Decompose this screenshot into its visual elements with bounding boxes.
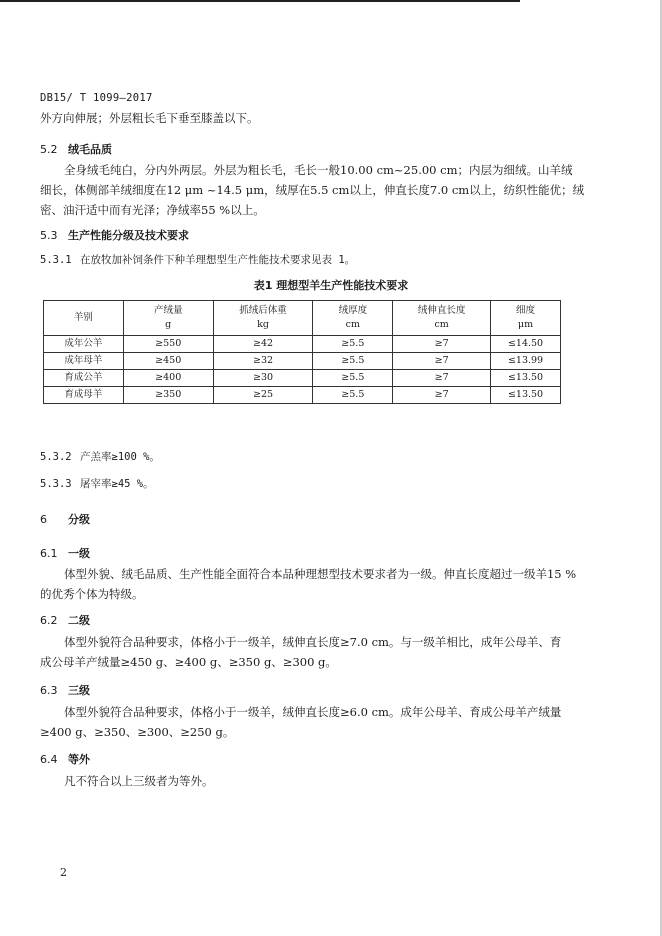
subclause-text: 在放牧加补饲条件下种羊理想型生产性能技术要求见表 1。 — [80, 254, 356, 266]
section-title: 分级 — [68, 513, 90, 526]
table-cell: ≥350 — [123, 387, 213, 404]
paragraph-6-4-line-1: 凡不符合以上三级者为等外。 — [64, 774, 214, 788]
table-cell: ≤13.50 — [491, 387, 561, 404]
table-cell: ≤14.50 — [491, 336, 561, 353]
table-cell: 育成公羊 — [44, 370, 124, 387]
section-number: 6.4 — [40, 753, 58, 766]
section-title: 绒毛品质 — [68, 143, 112, 156]
subclause-number: 5.3.3 — [40, 478, 72, 490]
paragraph-6-2-line-1: 体型外貌符合品种要求，体格小于一级羊，绒伸直长度≥7.0 cm。与一级羊相比，成年公母羊、育 — [64, 635, 562, 649]
section-title: 二级 — [68, 614, 90, 627]
section-number: 6.2 — [40, 614, 58, 627]
table-cell: ≥7 — [393, 353, 491, 370]
table-title: 表1 理想型羊生产性能技术要求 — [253, 279, 409, 292]
section-number: 6 — [40, 513, 47, 526]
subclause-number: 5.3.1 — [40, 254, 72, 266]
table-row — [44, 387, 561, 404]
paragraph-6-1-line-2: 的优秀个体为特级。 — [40, 587, 144, 601]
continuation-text: 外方向伸展；外层粗长毛下垂至膝盖以下。 — [40, 111, 259, 125]
paragraph-5-2-line-2: 细长，体侧部羊绒细度在12 μm ~14.5 μm，绒厚在5.5 cm以上，伸直长度7.0 cm以上，纺织性能优；绒 — [40, 183, 585, 197]
table-cell: ≥7 — [393, 387, 491, 404]
table-header-cell: 抓绒后体重 kg — [213, 301, 313, 336]
section-heading-6-1 — [40, 545, 90, 561]
table-cell: ≥32 — [213, 353, 313, 370]
table-cell: ≥7 — [393, 336, 491, 353]
section-heading-5-3 — [40, 227, 189, 243]
table-cell: ≤13.50 — [491, 370, 561, 387]
table-cell: ≥25 — [213, 387, 313, 404]
standard-code: DB15/ T 1099—2017 — [40, 92, 153, 104]
section-number: 5.2 — [40, 143, 58, 156]
table-cell: ≥5.5 — [313, 353, 393, 370]
subclause-text: 产羔率≥100 %。 — [80, 451, 160, 463]
paragraph-5-2-line-3: 密、油汗适中而有光泽；净绒率55 %以上。 — [40, 203, 265, 217]
table-cell: ≥450 — [123, 353, 213, 370]
section-title: 等外 — [68, 753, 90, 766]
performance-table — [43, 300, 561, 404]
section-heading-6-4 — [40, 751, 90, 767]
table-header-row — [44, 301, 561, 336]
section-title: 三级 — [68, 684, 90, 697]
table-cell: ≥7 — [393, 370, 491, 387]
table-row — [44, 370, 561, 387]
paragraph-6-3-line-1: 体型外貌符合品种要求，体格小于一级羊，绒伸直长度≥6.0 cm。成年公母羊、育成公母羊产绒量 — [64, 705, 562, 719]
paragraph-5-2-line-1: 全身绒毛纯白，分内外两层。外层为粗长毛，毛长一般10.00 cm~25.00 cm；内层为细绒。山羊绒 — [64, 163, 573, 177]
table-header-cell: 绒伸直长度 cm — [393, 301, 491, 336]
table-cell: ≥30 — [213, 370, 313, 387]
section-title: 一级 — [68, 547, 90, 560]
table-cell: 育成母羊 — [44, 387, 124, 404]
table-cell: ≥5.5 — [313, 336, 393, 353]
paragraph-6-3-line-2: ≥400 g、≥350、≥300、≥250 g。 — [40, 725, 235, 739]
table-cell: ≤13.99 — [491, 353, 561, 370]
paragraph-6-1-line-1: 体型外貌、绒毛品质、生产性能全面符合本品种理想型技术要求者为一级。伸直长度超过一级羊15 % — [64, 567, 577, 581]
section-heading-5-2 — [40, 141, 112, 157]
table-header-cell: 产绒量 g — [123, 301, 213, 336]
subclause-text: 屠宰率≥45 %。 — [80, 478, 154, 490]
header-rule — [0, 0, 520, 2]
subclause-5-3-3 — [40, 476, 154, 491]
section-heading-6 — [40, 511, 90, 527]
table-header-cell: 细度 μm — [491, 301, 561, 336]
subclause-number: 5.3.2 — [40, 451, 72, 463]
table-cell: ≥5.5 — [313, 387, 393, 404]
section-title: 生产性能分级及技术要求 — [68, 229, 189, 242]
subclause-5-3-2 — [40, 449, 160, 464]
table-header-cell: 绒厚度 cm — [313, 301, 393, 336]
page-number: 2 — [60, 866, 67, 879]
table-row — [44, 336, 561, 353]
subclause-5-3-1 — [40, 252, 355, 267]
section-number: 6.1 — [40, 547, 58, 560]
section-heading-6-3 — [40, 682, 90, 698]
table-row — [44, 353, 561, 370]
table-cell: ≥5.5 — [313, 370, 393, 387]
table-cell: ≥400 — [123, 370, 213, 387]
paragraph-6-2-line-2: 成公母羊产绒量≥450 g、≥400 g、≥350 g、≥300 g。 — [40, 655, 337, 669]
section-number: 5.3 — [40, 229, 58, 242]
table-cell: 成年母羊 — [44, 353, 124, 370]
table-cell: ≥550 — [123, 336, 213, 353]
section-heading-6-2 — [40, 612, 90, 628]
table-header-cell: 羊别 — [44, 301, 124, 336]
table-cell: ≥42 — [213, 336, 313, 353]
table-cell: 成年公羊 — [44, 336, 124, 353]
section-number: 6.3 — [40, 684, 58, 697]
